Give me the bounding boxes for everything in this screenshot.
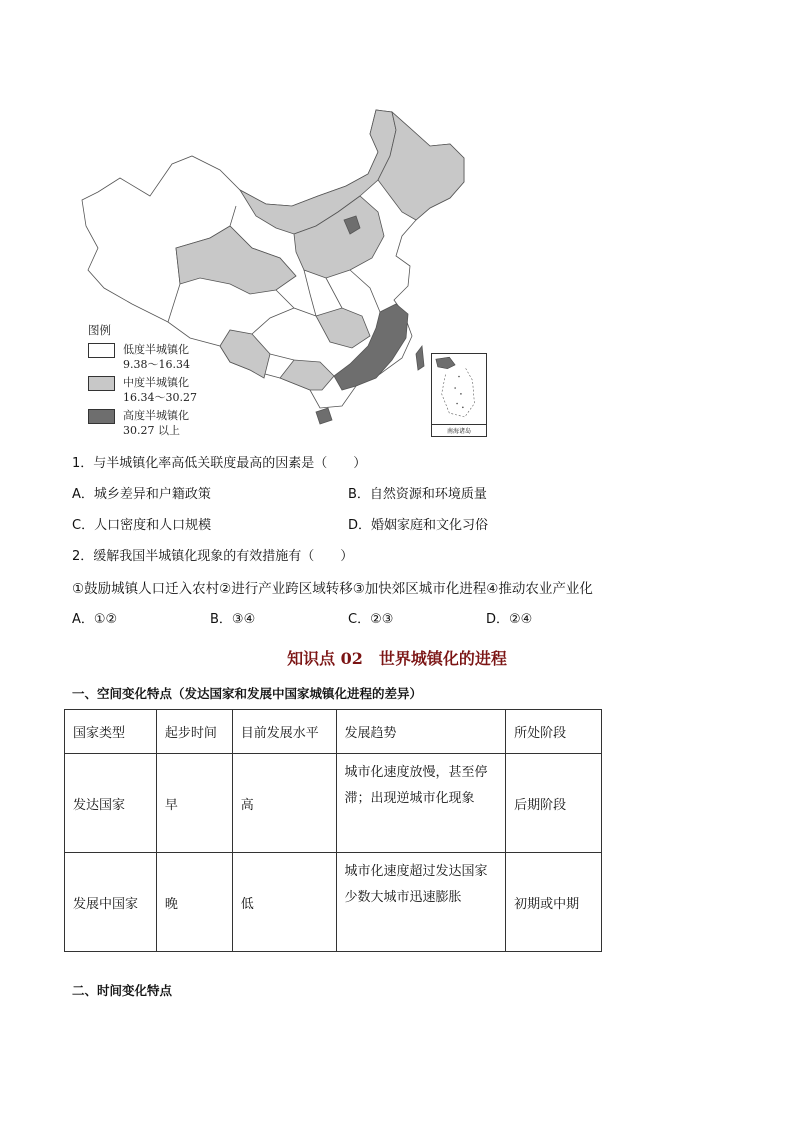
inset-label: 南海诸岛 <box>432 424 486 435</box>
table-row <box>65 853 602 952</box>
question-2-items: ①鼓励城镇人口迁入农村②进行产业跨区域转移③加快郊区城市化进程④推动农业产业化 <box>72 581 593 597</box>
table-row <box>65 754 602 853</box>
table-cell-trend: 城市化速度超过发达国家少数大城市迅速膨胀 <box>336 853 506 952</box>
table-cell-start: 早 <box>156 754 232 853</box>
question-1-option-a[interactable]: A．城乡差异和户籍政策 <box>72 487 211 502</box>
heading-temporal-features: 二、时间变化特点 <box>72 983 173 998</box>
question-1-option-b[interactable]: B．自然资源和环境质量 <box>348 487 487 502</box>
legend-label: 高度半城镇化 <box>123 409 189 422</box>
hainan <box>316 408 332 424</box>
table-cell-stage: 后期阶段 <box>506 754 602 853</box>
section-title: 知识点 02 世界城镇化的进程 <box>287 649 507 668</box>
table-cell-level: 高 <box>232 754 336 853</box>
inset-graphic <box>432 354 486 424</box>
table-header: 国家类型 <box>65 710 157 754</box>
legend-range: 16.34～30.27 <box>123 391 197 404</box>
south-china-sea-inset <box>431 353 487 437</box>
table-header: 目前发展水平 <box>232 710 336 754</box>
legend-swatch-low <box>88 343 115 358</box>
legend-range: 30.27 以上 <box>123 424 180 437</box>
question-2-option-c[interactable]: C．②③ <box>348 612 394 627</box>
table-header-row <box>65 710 602 754</box>
legend-range: 9.38～16.34 <box>123 358 190 371</box>
taiwan <box>416 346 424 370</box>
question-2-option-d[interactable]: D．②④ <box>486 612 533 627</box>
map-legend <box>88 322 238 441</box>
legend-item-high <box>88 408 238 438</box>
table-header: 起步时间 <box>156 710 232 754</box>
table-cell-level: 低 <box>232 853 336 952</box>
table-header: 所处阶段 <box>506 710 602 754</box>
legend-item-medium <box>88 375 238 405</box>
table-cell-type: 发达国家 <box>65 754 157 853</box>
table-cell-stage: 初期或中期 <box>506 853 602 952</box>
question-1-option-c[interactable]: C．人口密度和人口规模 <box>72 518 212 533</box>
legend-item-low <box>88 342 238 372</box>
table-cell-start: 晚 <box>156 853 232 952</box>
table-cell-trend: 城市化速度放慢，甚至停滞；出现逆城市化现象 <box>336 754 506 853</box>
question-2-option-b[interactable]: B．③④ <box>210 612 256 627</box>
table-header: 发展趋势 <box>336 710 506 754</box>
legend-swatch-medium <box>88 376 115 391</box>
table-cell-type: 发展中国家 <box>65 853 157 952</box>
legend-swatch-high <box>88 409 115 424</box>
urbanization-comparison-table <box>64 709 602 952</box>
question-2-option-a[interactable]: A．①② <box>72 612 118 627</box>
question-1-stem: 1．与半城镇化率高低关联度最高的因素是（ ） <box>72 456 367 471</box>
legend-label: 中度半城镇化 <box>123 376 189 389</box>
question-2-stem: 2．缓解我国半城镇化现象的有效措施有（ ） <box>72 549 354 564</box>
question-1-option-d[interactable]: D．婚姻家庭和文化习俗 <box>348 518 489 533</box>
legend-label: 低度半城镇化 <box>123 343 189 356</box>
legend-title: 图例 <box>88 323 111 337</box>
heading-spatial-features: 一、空间变化特点（发达国家和发展中国家城镇化进程的差异） <box>72 686 423 701</box>
